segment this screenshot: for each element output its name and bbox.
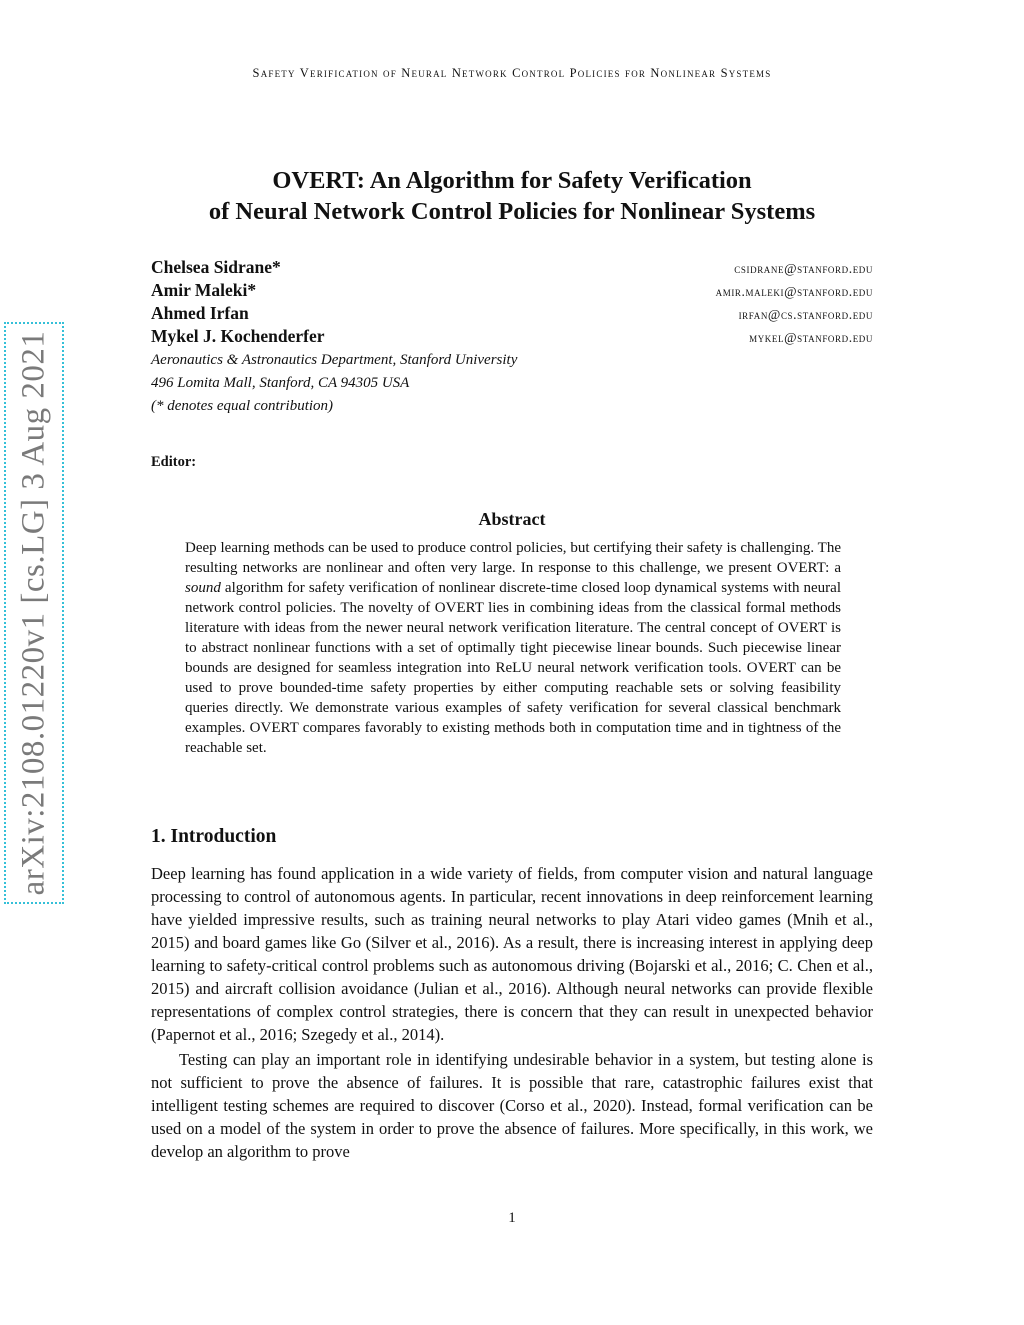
paper-title [0, 165, 1024, 227]
title-line-2: of Neural Network Control Policies for Nonlinear Systems [208, 198, 816, 225]
arxiv-stamp-text: arXiv:2108.01220v1 [cs.LG] 3 Aug 2021 [15, 330, 52, 896]
author-row [151, 280, 873, 303]
editor-label: Editor: [151, 454, 197, 470]
address-line: 496 Lomita Mall, Stanford, CA 94305 USA [151, 375, 410, 391]
author-row [151, 303, 873, 326]
author-name: Chelsea Sidrane* [151, 257, 281, 277]
author-email: csidrane@stanford.edu [734, 261, 873, 276]
author-name: Ahmed Irfan [151, 303, 249, 323]
section-heading-introduction: 1. Introduction [151, 826, 277, 847]
abstract-heading: Abstract [478, 509, 546, 529]
arxiv-stamp [4, 322, 64, 904]
abstract-text-end: algorithm for safety verification of nonlinear discrete-time closed loop dynamical systems with neural network control policies. The novelty of OVERT lies in combining ideas from the classical formal methods literature with ideas from the newer neural network verification literature. The central concept of OVERT is to abstract nonlinear functions with a set of optimally tight piecewise linear bounds. Such piecewise linear bounds are designed for seamless integration into ReLU neural network verification tools. OVERT can be used to prove bounded-time safety properties by either computing reachable sets or solving feasibility queries directly. We demonstrate various examples of safety verification for several classical benchmark examples. OVERT compares favorably to existing methods both in computation time and in tightness of the reachable set. [185, 580, 841, 756]
abstract-text-start: Deep learning methods can be used to produce control policies, but certifying their safety is challenging. The resulting networks are nonlinear and often very large. In response to this challenge, we present OVERT: a [185, 540, 841, 576]
author-row [151, 326, 873, 349]
author-email: irfan@cs.stanford.edu [738, 307, 873, 322]
title-line-1: OVERT: An Algorithm for Safety Verification [272, 167, 752, 194]
equal-contribution-note: (* denotes equal contribution) [151, 398, 334, 414]
abstract-emphasis: sound [185, 580, 221, 596]
running-head: Safety Verification of Neural Network Control Policies for Nonlinear Systems [252, 66, 772, 80]
author-block [151, 257, 873, 418]
introduction-body [151, 862, 873, 1163]
intro-paragraph-2: Testing can play an important role in identifying undesirable behavior in a system, but testing alone is not sufficient to prove the absence of failures. It is possible that rare, catastrophic failures exist that intelligent testing schemes are required to discover (Corso et al., 2020). Instead, formal verification can be used on a model of the system in order to prove the absence of failures. More specifically, in this work, we develop an algorithm to prove [151, 1050, 873, 1161]
author-name: Amir Maleki* [151, 280, 257, 300]
author-email: amir.maleki@stanford.edu [715, 284, 873, 299]
intro-paragraph-1: Deep learning has found application in a wide variety of fields, from computer vision and natural language processing to control of autonomous agents. In particular, recent innovations in deep reinforcement learning have yielded impressive results, such as training neural networks to play Atari video games (Mnih et al., 2015) and board games like Go (Silver et al., 2016). As a result, there is increasing interest in applying deep learning to safety-critical control problems such as autonomous driving (Bojarski et al., 2016; C. Chen et al., 2015) and aircraft collision avoidance (Julian et al., 2016). Although neural networks can provide flexible representations of complex control strategies, there is concern that they can result in unexpected behavior (Papernot et al., 2016; Szegedy et al., 2014). [151, 864, 873, 1044]
author-row [151, 257, 873, 280]
author-email: mykel@stanford.edu [749, 330, 873, 345]
page-number: 1 [508, 1210, 516, 1226]
author-name: Mykel J. Kochenderfer [151, 326, 325, 346]
affiliation-line: Aeronautics & Astronautics Department, Stanford University [151, 352, 518, 368]
abstract-body [185, 538, 841, 758]
